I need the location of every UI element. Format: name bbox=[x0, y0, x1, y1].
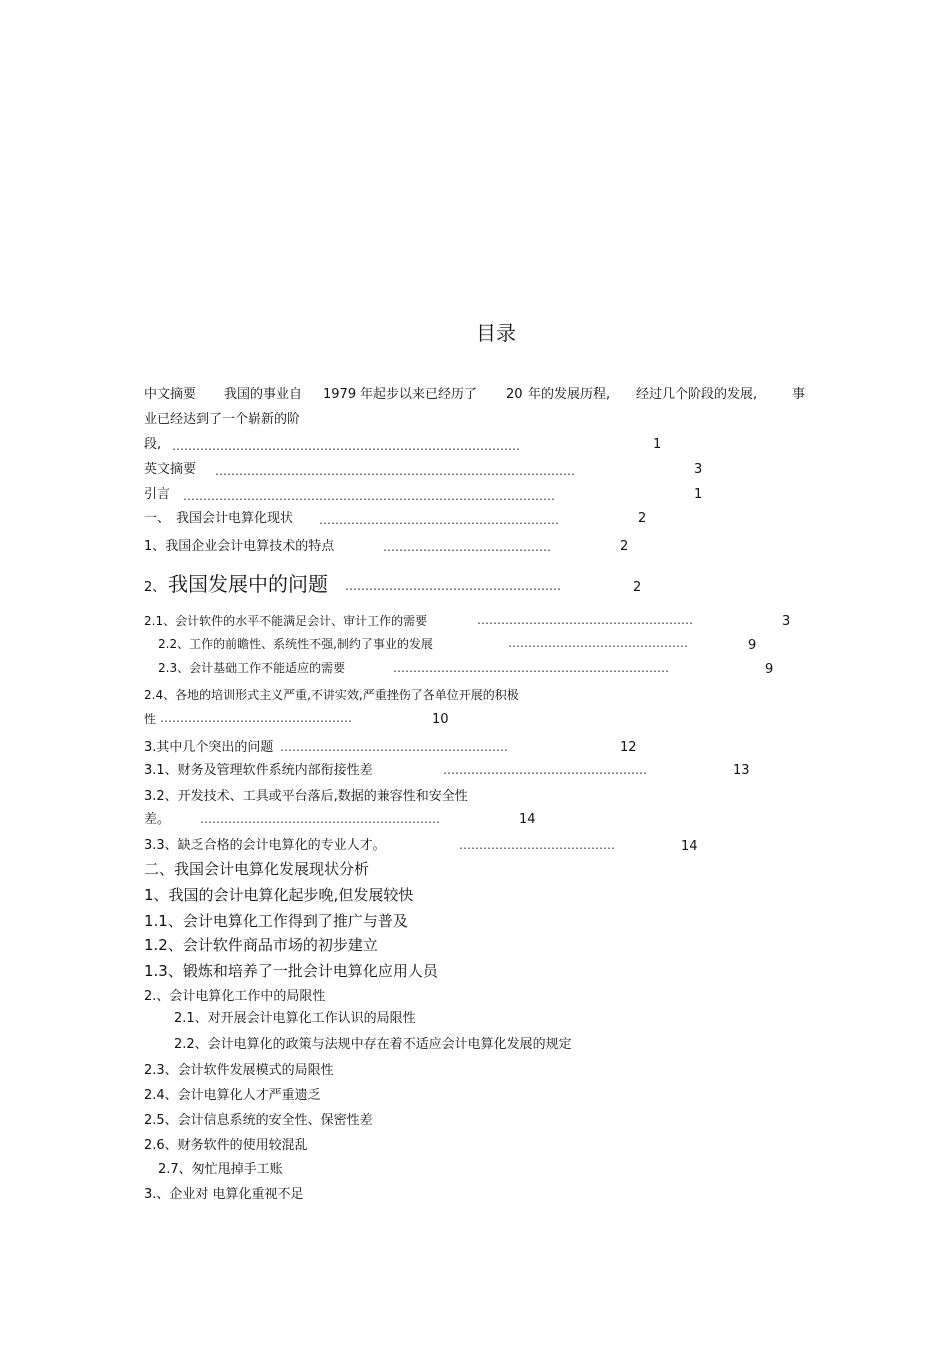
toc-label: 中文摘要 bbox=[144, 387, 197, 402]
toc-item[interactable]: 2.1、对开展会计电算化工作认识的局限性 bbox=[174, 1011, 416, 1026]
toc-text: 2.4、各地的培训形式主义严重,不讲实效,严重挫伤了各单位开展的积极 bbox=[144, 688, 519, 702]
page-title: 目录 bbox=[476, 321, 516, 345]
toc-leader: …………………………………… bbox=[383, 540, 551, 554]
toc-label: 英文摘要 bbox=[144, 462, 197, 477]
toc-label: 2、 bbox=[144, 580, 166, 595]
toc-text: 2.2、工作的前瞻性、系统性不强,制约了事业的发展 bbox=[158, 637, 433, 651]
toc-item[interactable]: 2.2、会计电算化的政策与法规中存在着不适应会计电算化发展的规定 bbox=[174, 1037, 572, 1052]
toc-text: 段, bbox=[144, 437, 162, 452]
toc-text: 1、我国企业会计电算技术的特点 bbox=[144, 539, 335, 554]
toc-item[interactable]: 3.、企业对 电算化重视不足 bbox=[144, 1187, 304, 1202]
toc-text: 3.1、财务及管理软件系统内部衔接性差 bbox=[144, 763, 373, 778]
toc-label: 一、 bbox=[144, 511, 171, 526]
toc-leader: ………………………………………… bbox=[160, 711, 352, 725]
toc-page-number: 9 bbox=[748, 638, 757, 653]
toc-item[interactable]: 2.7、匆忙甩掉手工账 bbox=[158, 1162, 283, 1177]
toc-text: 性 bbox=[144, 712, 157, 726]
toc-leader: …………………………………………………… bbox=[319, 513, 559, 527]
toc-page-number: 3 bbox=[782, 614, 791, 629]
toc-item[interactable]: 1.2、会计软件商品市场的初步建立 bbox=[144, 936, 378, 954]
toc-item[interactable]: 2.5、会计信息系统的安全性、保密性差 bbox=[144, 1113, 373, 1128]
toc-leader: ……………………………………………… bbox=[345, 579, 561, 593]
toc-leader: ………………………………… bbox=[459, 838, 615, 852]
toc-item[interactable]: 1、我国的会计电算化起步晚,但发展较快 bbox=[144, 886, 414, 904]
toc-page-number: 14 bbox=[681, 839, 698, 854]
toc-leader: ……………………………………………… bbox=[477, 613, 693, 627]
toc-item[interactable]: 1.3、锻炼和培养了一批会计电算化应用人员 bbox=[144, 962, 438, 980]
toc-text: 年起步以来已经历了 bbox=[360, 387, 478, 402]
toc-leader: ………………………………………………… bbox=[280, 740, 508, 754]
toc-text: 3.其中几个突出的问题 bbox=[144, 740, 274, 755]
toc-item[interactable]: 2.4、会计电算化人才严重遗乏 bbox=[144, 1088, 321, 1103]
toc-page-number: 13 bbox=[733, 763, 750, 778]
toc-leader: ……………………………………… bbox=[508, 636, 688, 650]
toc-text: 我国的事业自 bbox=[224, 387, 303, 402]
toc-text: 我国发展中的问题 bbox=[168, 572, 328, 596]
toc-page-number: 2 bbox=[633, 580, 642, 595]
toc-text: 3.2、开发技术、工具或平台落后,数据的兼容性和安全性 bbox=[144, 789, 468, 804]
toc-page-number: 14 bbox=[519, 812, 536, 827]
toc-item[interactable]: 2.3、会计软件发展模式的局限性 bbox=[144, 1063, 334, 1078]
toc-leader: …………………………………………………… bbox=[200, 812, 440, 826]
toc-label: 引言 bbox=[144, 487, 171, 502]
toc-text: 3.3、缺乏合格的会计电算化的专业人才。 bbox=[144, 838, 386, 853]
toc-text: 20 bbox=[506, 387, 523, 402]
toc-page-number: 10 bbox=[432, 712, 449, 727]
toc-text: 事 bbox=[792, 387, 806, 402]
toc-page-number: 2 bbox=[620, 539, 629, 554]
toc-text: 业已经达到了一个崭新的阶 bbox=[144, 412, 301, 427]
toc-leader: …………………………………………… bbox=[443, 763, 647, 777]
toc-text: 年的发展历程, bbox=[528, 387, 611, 402]
toc-item[interactable]: 2.6、财务软件的使用较混乱 bbox=[144, 1138, 308, 1153]
toc-text: 1979 bbox=[323, 387, 357, 402]
toc-text: 经过几个阶段的发展, bbox=[636, 387, 758, 402]
toc-text: 差。 bbox=[144, 812, 171, 827]
toc-leader: ………………………………………………………………………………… bbox=[183, 489, 555, 503]
toc-text: 2.1、会计软件的水平不能满足会计、审计工作的需要 bbox=[144, 614, 428, 628]
toc-item[interactable]: 1.1、会计电算化工作得到了推广与普及 bbox=[144, 912, 408, 930]
toc-page-number: 9 bbox=[765, 662, 774, 677]
toc-page-number: 1 bbox=[653, 437, 662, 452]
toc-text: 2.3、会计基础工作不能适应的需要 bbox=[158, 661, 346, 675]
toc-page-number: 12 bbox=[620, 740, 637, 755]
toc-page-number: 1 bbox=[694, 487, 703, 502]
toc-leader: ……………………………………………………………………………… bbox=[215, 464, 575, 478]
toc-text: 我国会计电算化现状 bbox=[176, 511, 294, 526]
toc-leader: …………………………………………………………………………… bbox=[172, 439, 520, 453]
toc-heading-part-2[interactable]: 二、我国会计电算化发展现状分析 bbox=[144, 860, 370, 878]
toc-item[interactable]: 2.、会计电算化工作中的局限性 bbox=[144, 989, 326, 1004]
toc-page-number: 3 bbox=[694, 462, 703, 477]
toc-page-number: 2 bbox=[638, 511, 647, 526]
toc-leader: …………………………………………………………… bbox=[393, 661, 669, 675]
